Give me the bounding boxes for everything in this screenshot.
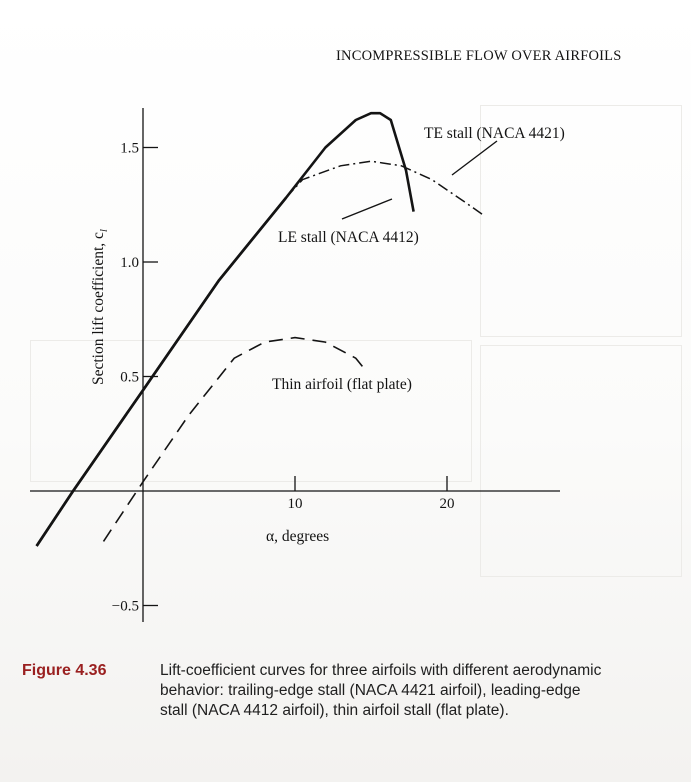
- series-te-stall-curve: [286, 161, 485, 216]
- x-tick-label: 10: [287, 496, 303, 512]
- le-stall-annotation: LE stall (NACA 4412): [278, 229, 419, 246]
- y-tick-label: 1.0: [120, 255, 139, 271]
- x-tick-label: 20: [439, 496, 455, 512]
- y-tick-label: −0.5: [111, 598, 139, 615]
- series-te-stall-linear: [37, 198, 286, 546]
- te-stall-annotation: TE stall (NACA 4421): [424, 125, 565, 142]
- x-axis-label: α, degrees: [266, 528, 330, 545]
- y-axis-label: Section lift coefficient, $c_l$: [90, 229, 110, 385]
- y-axis-label-subscript: l: [98, 229, 110, 233]
- te-stall-leader-line: [452, 141, 497, 175]
- figure-caption-text: Lift-coefficient curves for three airfoils with different aerodynamic behavior: trailing-edge stall (NACA 4421 airfoil), leading-edge stall (NACA 4412 airfoil), thin airfoil stall (flat plate).: [160, 662, 602, 719]
- figure-number: Figure 4.36: [22, 662, 107, 679]
- running-header: INCOMPRESSIBLE FLOW OVER AIRFOILS: [336, 48, 622, 64]
- y-tick-label: 0.5: [120, 369, 139, 386]
- le-stall-leader-line: [342, 199, 392, 219]
- chart-labels: [90, 125, 565, 545]
- flat-plate-annotation: Thin airfoil (flat plate): [272, 376, 412, 393]
- y-tick-label: 1.5: [120, 140, 139, 157]
